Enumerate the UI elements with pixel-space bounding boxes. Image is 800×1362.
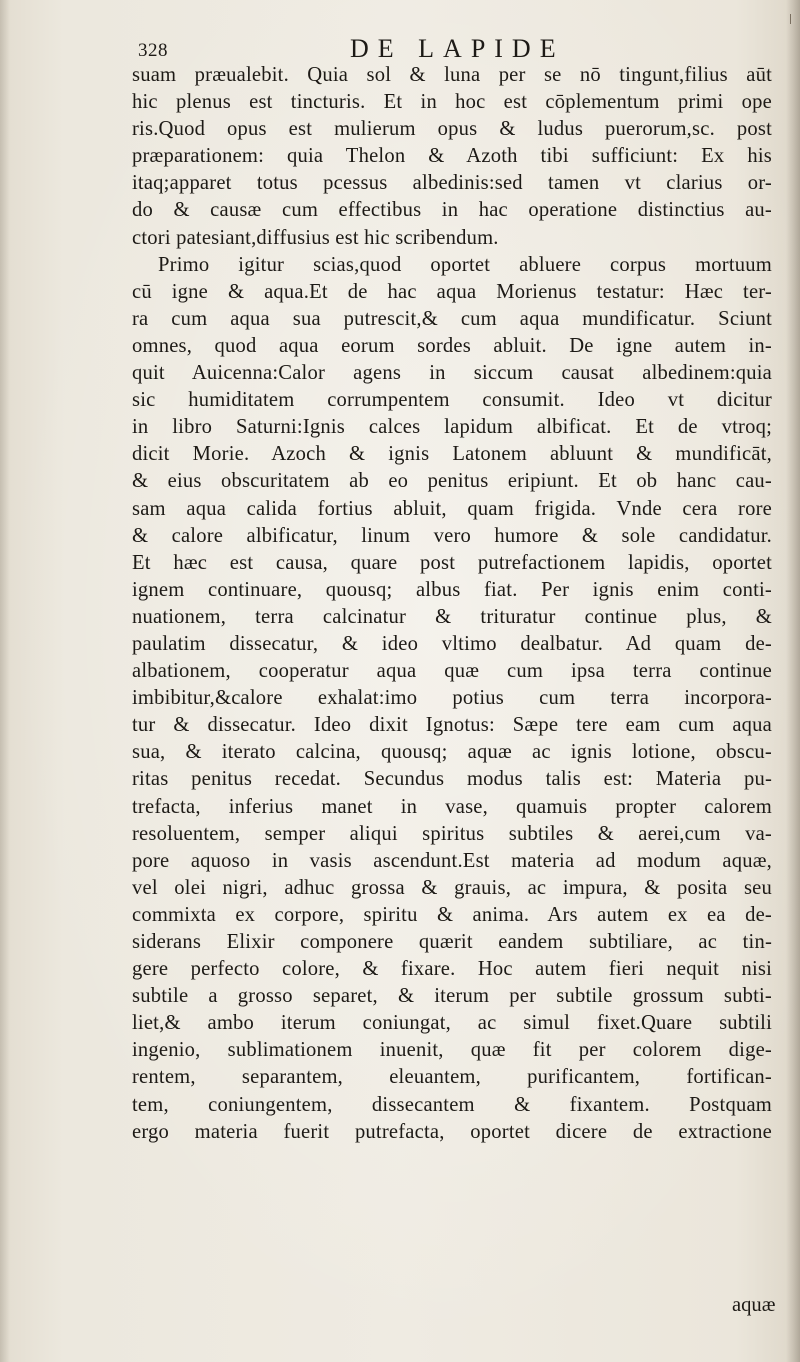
text-line: quit Auicenna:Calor agens in siccum causat albedinem:quia (132, 362, 772, 385)
text-line: siderans Elixir componere quærit eandem subtiliare, ac tin- (132, 931, 772, 953)
text-line: cū igne & aqua.Et de hac aqua Morienus testatur: Hæc ter- (132, 280, 772, 303)
text-line: paulatim dissecatur, & ideo vltimo dealbatur. Ad quam de- (132, 632, 772, 655)
text-line: itaq;apparet totus pcessus albedinis:sed tamen vt clarius or- (132, 172, 772, 195)
text-line: præparationem: quia Thelon & Azoth tibi sufficiunt: Ex his (132, 145, 772, 168)
running-head: DE LAPIDE (350, 34, 565, 63)
text-line: subtile a grosso separet, & iterum per subtile grossum subti- (132, 985, 772, 1008)
text-line: & calore albificatur, linum vero humore & sole candidatur. (132, 524, 772, 547)
text-line: do & causæ cum effectibus in hac operatione distinctius au- (132, 199, 772, 222)
text-line: albationem, cooperatur aqua quæ cum ipsa terra continue (132, 660, 772, 683)
page-edge-shadow (786, 0, 800, 1362)
text-line: ra cum aqua sua putrescit,& cum aqua mundificatur. Sciunt (132, 307, 772, 330)
text-line: resoluentem, semper aliqui spiritus subtiles & aerei,cum va- (132, 822, 772, 845)
text-line: commixta ex corpore, spiritu & anima. Ars autem ex ea de- (132, 903, 772, 926)
text-line: sua, & iterato calcina, quousq; aquæ ac ignis lotione, obscu- (132, 741, 772, 764)
text-line: imbibitur,&calore exhalat:imo potius cum terra incorpora- (132, 687, 772, 710)
text-line: sam aqua calida fortius abluit, quam frigida. Vnde cera rore (132, 497, 772, 520)
text-line: in libro Saturni:Ignis calces lapidum albificat. Et de vtroq; (132, 416, 772, 439)
text-line: ingenio, sublimationem inuenit, quæ fit per colorem dige- (132, 1039, 772, 1062)
text-line: tem, coniungentem, dissecantem & fixantem. Postquam (132, 1093, 772, 1116)
text-line: ritas penitus recedat. Secundus modus talis est: Materia pu- (132, 768, 772, 791)
body-text (132, 62, 772, 1146)
text-line: ignem continuare, quousq; albus fiat. Per ignis enim conti- (132, 578, 772, 601)
text-line: liet,& ambo iterum coniungat, ac simul fixet.Quare subtili (132, 1012, 772, 1035)
text-line: gere perfecto colore, & fixare. Hoc autem fieri nequit nisi (132, 958, 772, 981)
gutter-shadow (0, 0, 10, 1362)
text-line: tur & dissecatur. Ideo dixit Ignotus: Sæpe tere eam cum aqua (132, 714, 772, 737)
ink-mark (790, 14, 791, 24)
catchword: aquæ (732, 1294, 776, 1316)
text-line: dicit Morie. Azoch & ignis Latonem abluunt & mundificāt, (132, 443, 772, 466)
text-line: suam præualebit. Quia sol & luna per se nō tingunt,filius aūt (132, 64, 772, 86)
text-line: ris.Quod opus est mulierum opus & ludus puerorum,sc. post (132, 118, 772, 141)
text-line: rentem, separantem, eleuantem, purificantem, fortifican- (132, 1066, 772, 1089)
text-line: ctori patesiant,diffusius est hic scribendum. (132, 226, 499, 249)
text-line: & eius obscuritatem ab eo penitus eripiunt. Et ob hanc cau- (132, 470, 772, 493)
text-line: sic humiditatem corrumpentem consumit. Ideo vt dicitur (132, 389, 772, 412)
text-line: trefacta, inferius manet in vase, quamuis propter calorem (132, 795, 772, 818)
text-line: vel olei nigri, adhuc grossa & grauis, ac impura, & posita seu (132, 876, 772, 899)
text-line: Primo igitur scias,quod oportet abluere corpus mortuum (158, 253, 772, 276)
page-number: 328 (138, 40, 168, 61)
text-line: ergo materia fuerit putrefacta, oportet dicere de extractione (132, 1120, 772, 1143)
text-line: nuationem, terra calcinatur & trituratur continue plus, & (132, 605, 772, 628)
text-line: hic plenus est tincturis. Et in hoc est cōplementum primi ope (132, 91, 772, 114)
text-line: pore aquoso in vasis ascendunt.Est materia ad modum aquæ, (132, 849, 772, 872)
text-line: Et hæc est causa, quare post putrefactionem lapidis, oportet (132, 551, 772, 574)
text-line: omnes, quod aqua eorum sordes abluit. De igne autem in- (132, 334, 772, 357)
